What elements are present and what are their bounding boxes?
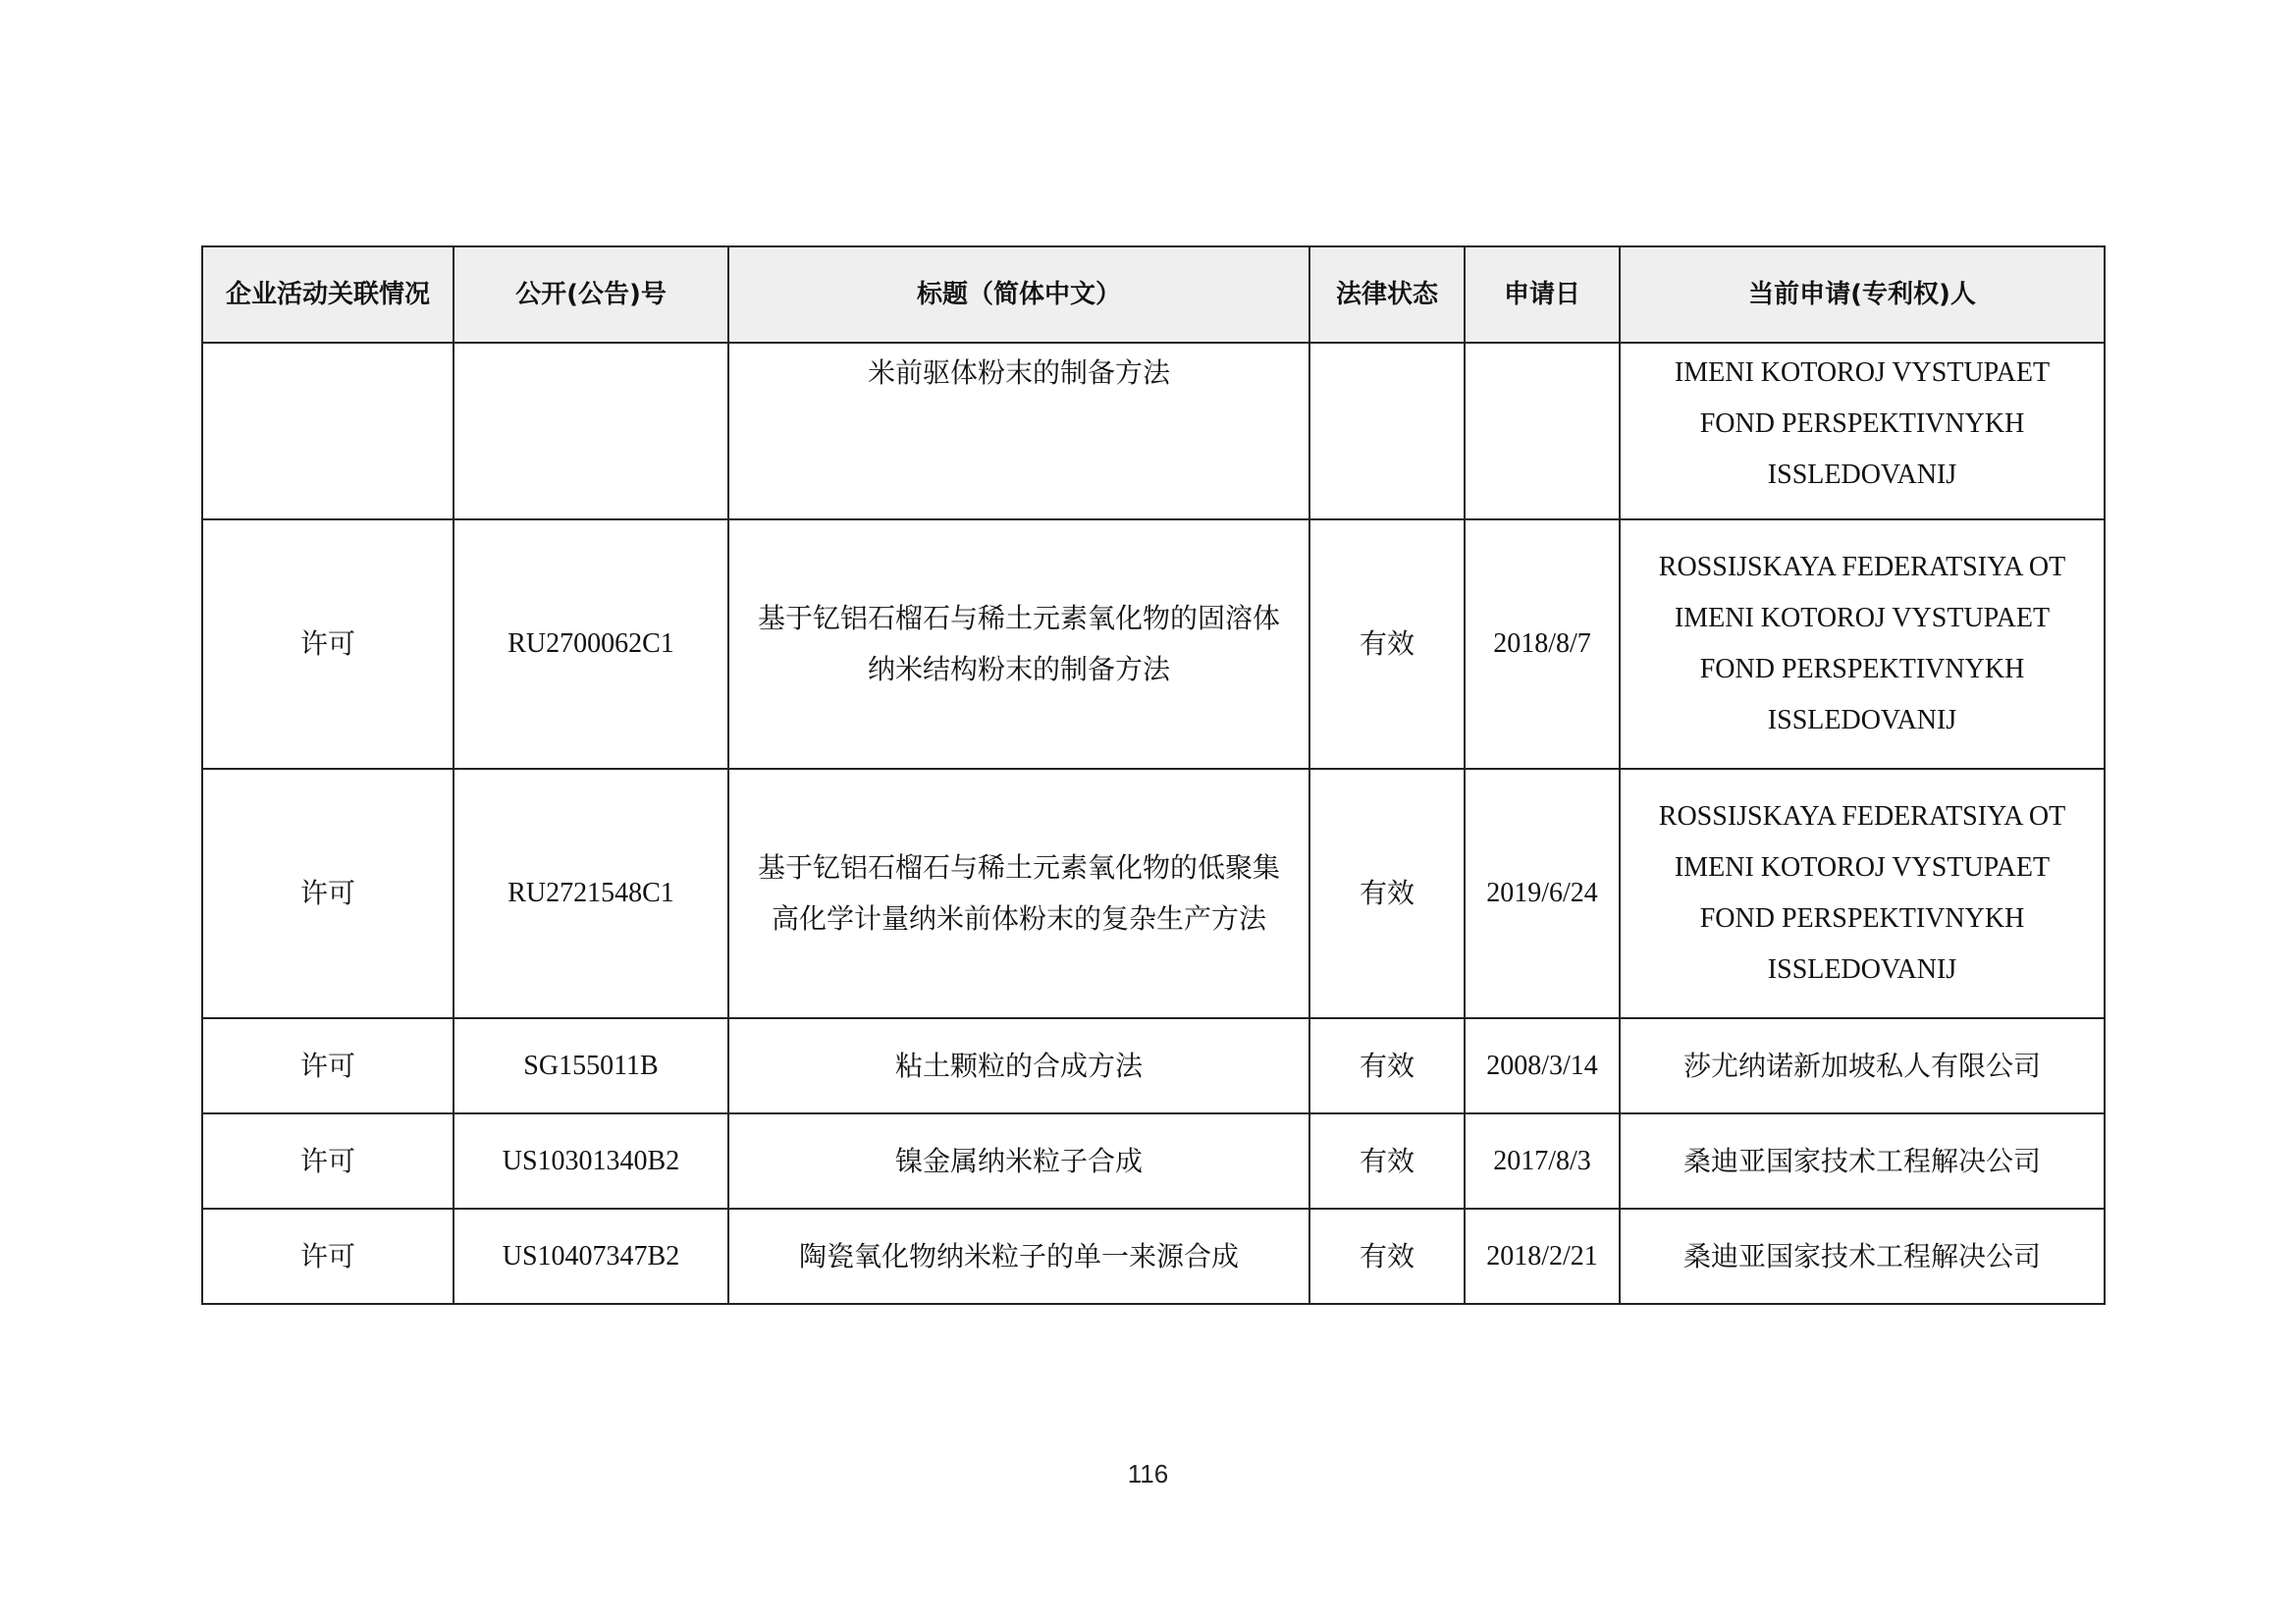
filing-date-cell: 2018/8/7 [1465,519,1620,769]
title-cell [728,769,1309,1018]
title-cell [728,1209,1309,1304]
header-row [202,246,2105,343]
relation-cell: 许可 [202,1018,454,1113]
assignee-line: ISSLEDOVANIJ [1767,954,1957,985]
assignee-cell [1620,519,2105,769]
header-title: 标题（简体中文） [728,246,1309,343]
assignee-line: 桑迪亚国家技术工程解决公司 [1682,1239,2041,1272]
assignee-line: 莎尤纳诺新加坡私人有限公司 [1682,1049,2041,1082]
header-publication-no: 公开(公告)号 [454,246,728,343]
legal-status-cell: 有效 [1309,1209,1465,1304]
title-line: 粘土颗粒的合成方法 [894,1049,1143,1082]
filing-date-cell [1465,343,1620,519]
filing-date-cell: 2018/2/21 [1465,1209,1620,1304]
header-legal-status: 法律状态 [1309,246,1465,343]
assignee-line: FOND PERSPEKTIVNYKH [1699,408,2025,439]
table-row [202,1113,2105,1209]
header-assignee: 当前申请(专利权)人 [1620,246,2105,343]
assignee-cell [1620,769,2105,1018]
table-row [202,1018,2105,1113]
legal-status-cell: 有效 [1309,1018,1465,1113]
filing-date-cell: 2008/3/14 [1465,1018,1620,1113]
assignee-cell [1620,343,2105,519]
assignee-cell [1620,1209,2105,1304]
assignee-line: ROSSIJSKAYA FEDERATSIYA OT [1658,801,2066,832]
publication-no-cell: US10407347B2 [454,1209,728,1304]
title-line: 镍金属纳米粒子合成 [894,1144,1143,1177]
filing-date-cell: 2017/8/3 [1465,1113,1620,1209]
publication-no-cell: US10301340B2 [454,1113,728,1209]
patent-table [201,245,2106,1305]
table-row [202,1209,2105,1304]
title-line: 高化学计量纳米前体粉末的复杂生产方法 [771,902,1266,935]
title-line: 基于钇铝石榴石与稀土元素氧化物的固溶体 [757,602,1280,634]
legal-status-cell: 有效 [1309,519,1465,769]
relation-cell [202,343,454,519]
publication-no-cell: RU2700062C1 [454,519,728,769]
relation-cell: 许可 [202,1113,454,1209]
publication-no-cell: SG155011B [454,1018,728,1113]
assignee-cell [1620,1113,2105,1209]
assignee-line: IMENI KOTOROJ VYSTUPAET [1674,357,2051,388]
relation-cell: 许可 [202,769,454,1018]
title-line: 陶瓷氧化物纳米粒子的单一来源合成 [798,1239,1239,1272]
assignee-line: FOND PERSPEKTIVNYKH [1699,654,2025,684]
title-cell [728,1018,1309,1113]
assignee-line: IMENI KOTOROJ VYSTUPAET [1674,603,2051,633]
legal-status-cell: 有效 [1309,769,1465,1018]
page-number: 116 [1127,1459,1169,1489]
title-cell [728,1113,1309,1209]
title-line: 基于钇铝石榴石与稀土元素氧化物的低聚集 [757,851,1280,884]
assignee-line: ISSLEDOVANIJ [1767,460,1957,490]
header-relation: 企业活动关联情况 [202,246,454,343]
assignee-line: ISSLEDOVANIJ [1767,705,1957,735]
table-row [202,343,2105,519]
filing-date-cell: 2019/6/24 [1465,769,1620,1018]
assignee-cell [1620,1018,2105,1113]
title-cell [728,343,1309,519]
relation-cell: 许可 [202,1209,454,1304]
title-line: 纳米结构粉末的制备方法 [867,653,1170,685]
publication-no-cell: RU2721548C1 [454,769,728,1018]
relation-cell: 许可 [202,519,454,769]
publication-no-cell [454,343,728,519]
legal-status-cell [1309,343,1465,519]
table-row [202,769,2105,1018]
table-row [202,519,2105,769]
header-filing-date: 申请日 [1465,246,1620,343]
assignee-line: IMENI KOTOROJ VYSTUPAET [1674,852,2051,883]
assignee-line: 桑迪亚国家技术工程解决公司 [1682,1144,2041,1177]
title-line: 米前驱体粉末的制备方法 [867,356,1170,389]
assignee-line: ROSSIJSKAYA FEDERATSIYA OT [1658,552,2066,582]
assignee-line: FOND PERSPEKTIVNYKH [1699,903,2025,934]
legal-status-cell: 有效 [1309,1113,1465,1209]
title-cell [728,519,1309,769]
